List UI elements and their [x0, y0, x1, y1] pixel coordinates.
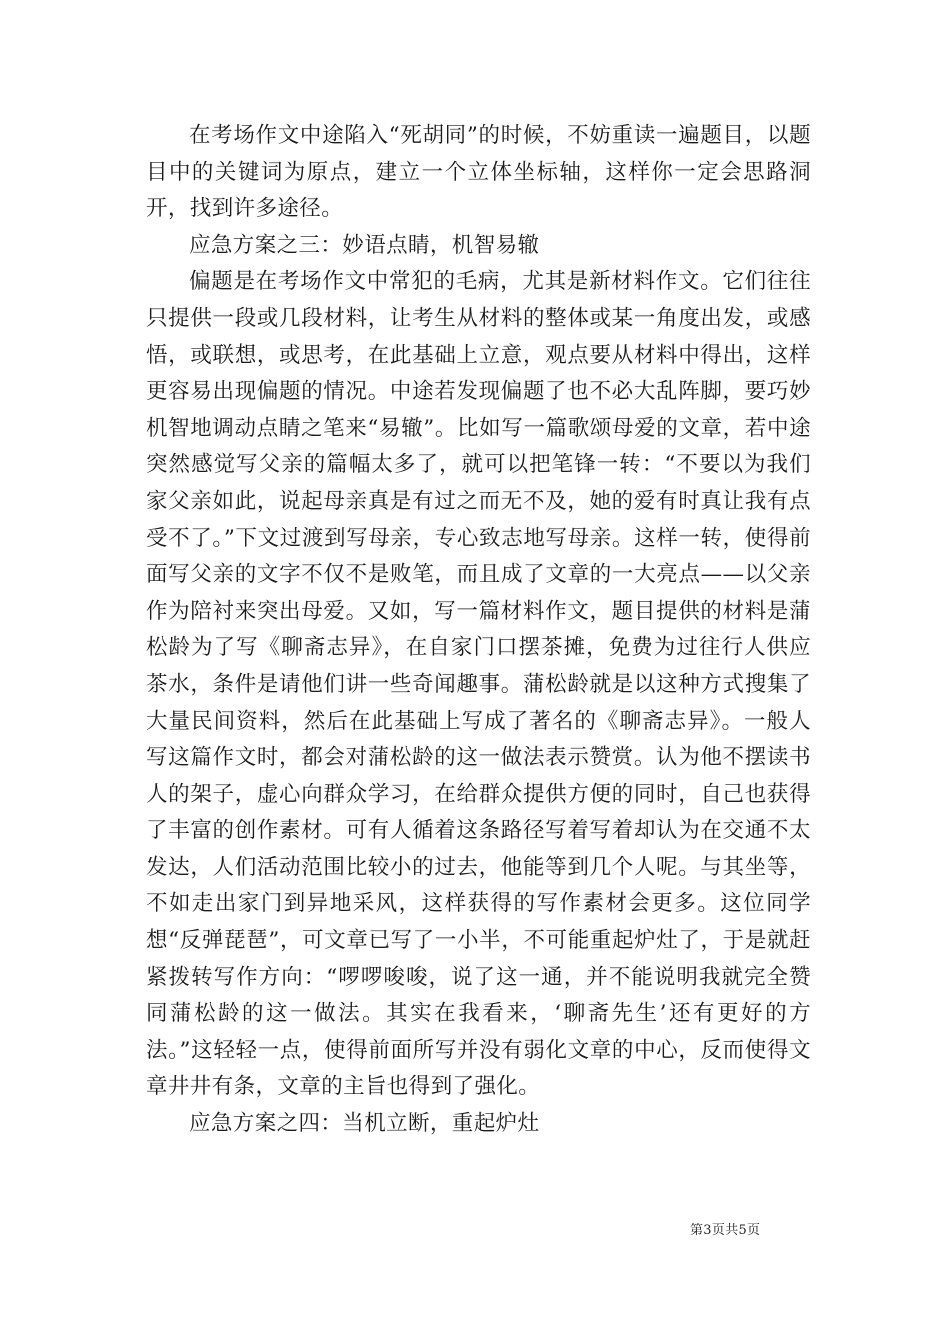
page-number: 第3页共5页	[690, 1223, 761, 1238]
section-heading-plan-four: 应急方案之四：当机立断，重起炉灶	[189, 1111, 540, 1137]
paragraph-plan-three-body: 偏题是在考场作文中常犯的毛病，尤其是新材料作文。它们往往只提供一段或几段材料，让考生从材料的整体或某一角度出发，或感悟，或联想，或思考，在此基础上立意，观点要从材料中得出，这样更容易出现偏题的情况。中途若发现偏题了也不必大乱阵脚，要巧妙机智地调动点睛之笔来“易辙”。比如写一篇歌颂母爱的文章，若中途突然感觉写父亲的篇幅太多了，就可以把笔锋一转：“不要以为我们家父亲如此，说起母亲真是有过之而无不及，她的爱有时真让我有点受不了。”下文过渡到写母亲，专心致志地写母亲。这样一转，使得前面写父亲的文字不仅不是败笔，而且成了文章的一大亮点——以父亲作为陪衬来突出母爱。又如，写一篇材料作文，题目提供的材料是蒲松龄为了写《聊斋志异》，在自家门口摆茶摊，免费为过往行人供应茶水，条件是请他们讲一些奇闻趣事。蒲松龄就是以这种方式搜集了大量民间资料，然后在此基础上写成了著名的《聊斋志异》。一般人写这篇作文时，都会对蒲松龄的这一做法表示赞赏。认为他不摆读书人的架子，虚心向群众学习，在给群众提供方便的同时，自己也获得了丰富的创作素材。可有人循着这条路径写着写着却认为在交通不太发达，人们活动范围比较小的过去，他能等到几个人呢。与其坐等，不如走出家门到异地采风，这样获得的写作素材会更多。这位同学想“反弹琵琶”，可文章已写了一小半，不可能重起炉灶了，于是就赶紧拨转写作方向：“啰啰唆唆，说了这一通，并不能说明我就完全赞同蒲松龄的这一做法。其实在我看来，‘聊斋先生’还有更好的方法。”这轻轻一点，使得前面所写并没有弱化文章的中心，反而使得文章井井有条，文章的主旨也得到了强化。	[146, 269, 811, 1100]
section-heading-plan-three: 应急方案之三：妙语点睛，机智易辙	[189, 232, 540, 258]
document-body	[146, 118, 811, 1143]
paragraph-intro: 在考场作文中途陷入“死胡同”的时候，不妨重读一遍题目，以题目中的关键词为原点，建立一个立体坐标轴，这样你一定会思路洞开，找到许多途径。	[146, 123, 811, 222]
